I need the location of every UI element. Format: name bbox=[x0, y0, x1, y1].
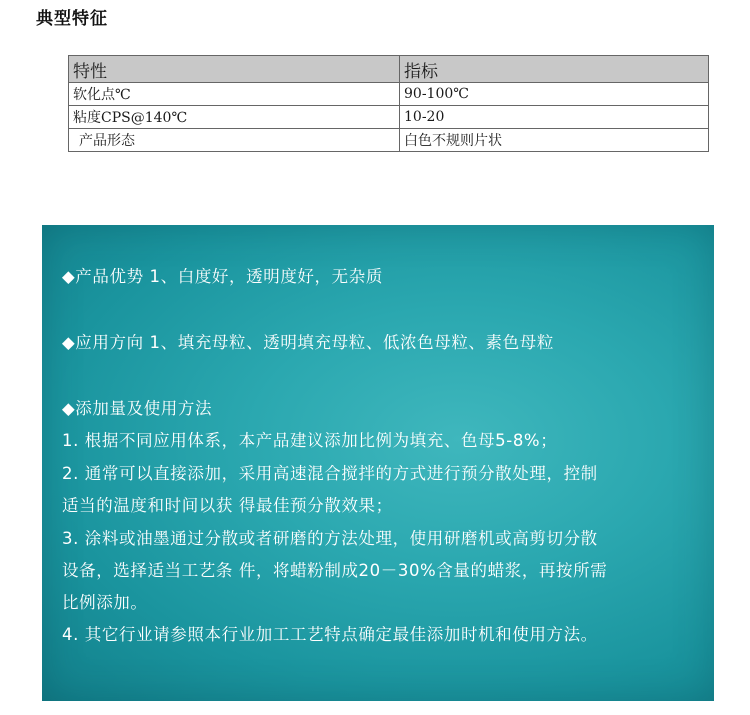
table-cell-value: 90-100℃ bbox=[400, 83, 709, 106]
spec-table bbox=[68, 55, 709, 152]
table-cell-property: 粘度CPS@140℃ bbox=[69, 106, 400, 129]
usage-step-3-cont: 设备，选择适当工艺条 件，将蜡粉制成20－30%含量的蜡浆，再按所需 bbox=[62, 561, 608, 580]
info-panel bbox=[42, 225, 714, 701]
usage-step-2-cont: 适当的温度和时间以获 得最佳预分散效果； bbox=[62, 496, 393, 515]
table-header-row bbox=[69, 56, 709, 83]
usage-heading: ◆添加量及使用方法 bbox=[62, 399, 213, 418]
usage-step-4: 4. 其它行业请参照本行业加工工艺特点确定最佳添加时机和使用方法。 bbox=[62, 625, 598, 644]
table-cell-value: 10-20 bbox=[400, 106, 709, 129]
table-row bbox=[69, 83, 709, 106]
table-cell-property: 软化点℃ bbox=[69, 83, 400, 106]
product-advantage-line: ◆产品优势 1、白度好，透明度好，无杂质 bbox=[62, 267, 383, 286]
table-row bbox=[69, 106, 709, 129]
usage-step-3-end: 比例添加。 bbox=[62, 593, 148, 612]
table-cell-value: 白色不规则片状 bbox=[400, 129, 709, 152]
usage-step-3: 3. 涂料或油墨通过分散或者研磨的方法处理，使用研磨机或高剪切分散 bbox=[62, 529, 598, 548]
table-cell-property: 产品形态 bbox=[69, 129, 400, 152]
usage-step-2: 2. 通常可以直接添加，采用高速混合搅拌的方式进行预分散处理，控制 bbox=[62, 464, 598, 483]
application-direction-line: ◆应用方向 1、填充母粒、透明填充母粒、低浓色母粒、素色母粒 bbox=[62, 333, 554, 352]
section-title: 典型特征 bbox=[36, 9, 108, 29]
table-row bbox=[69, 129, 709, 152]
table-header-property: 特性 bbox=[69, 56, 400, 83]
usage-step-1: 1. 根据不同应用体系，本产品建议添加比例为填充、色母5-8%； bbox=[62, 431, 558, 450]
table-header-value: 指标 bbox=[400, 56, 709, 83]
